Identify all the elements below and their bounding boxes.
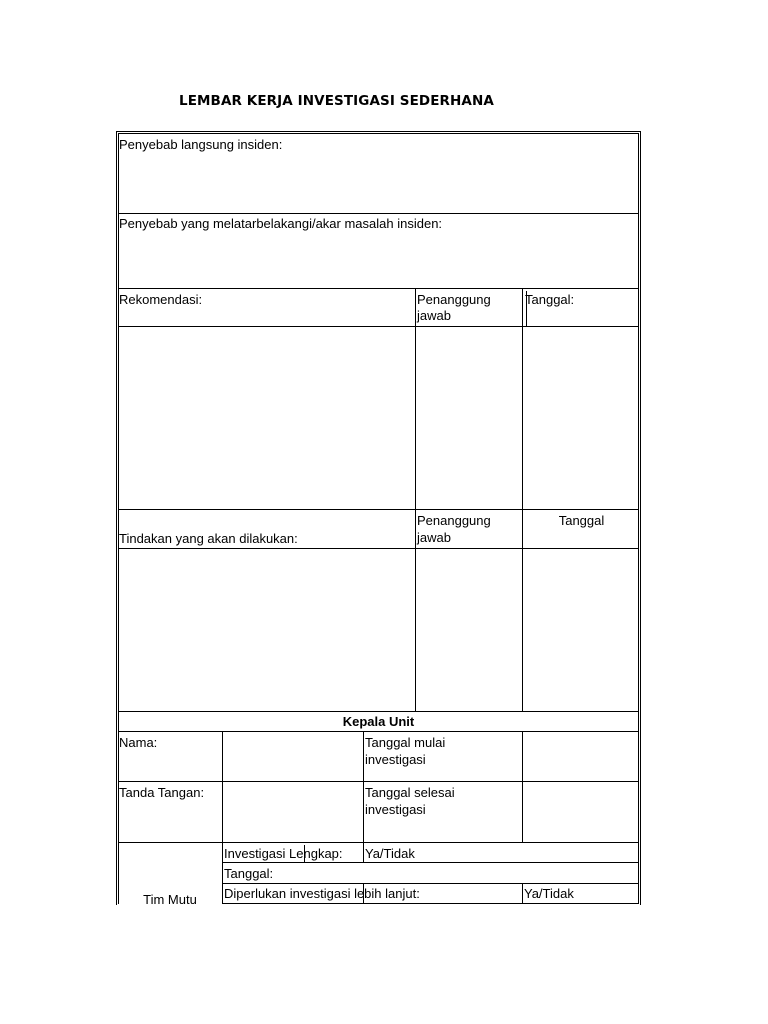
border-left: [116, 131, 117, 905]
penanggung-label: Penanggung: [417, 513, 491, 528]
rule: [222, 883, 639, 884]
border-top: [116, 131, 641, 132]
nama-label: Nama:: [119, 735, 158, 750]
jawab-label: jawab: [417, 530, 451, 545]
tanggal-selesai-label: investigasi: [365, 802, 426, 817]
tindakan-label: Tindakan yang akan dilakukan:: [119, 531, 298, 546]
penyebab-langsung-label: Penyebab langsung insiden:: [119, 137, 283, 152]
rule: [118, 326, 639, 327]
investigation-form: [116, 131, 641, 905]
tanggal-selesai-label: Tanggal selesai: [365, 785, 455, 800]
col-rule: [415, 288, 416, 711]
penyebab-akar-label: Penyebab yang melatarbelakangi/akar masalah insiden:: [119, 216, 443, 231]
border-right: [640, 131, 641, 905]
tanggal-tim-label: Tanggal:: [224, 866, 274, 881]
jawab-label: jawab: [417, 308, 451, 323]
tanggal-mulai-label: investigasi: [365, 752, 426, 767]
rule: [118, 731, 639, 732]
tanggal-label: Tanggal:: [525, 292, 575, 307]
col-rule: [522, 883, 523, 904]
rule: [118, 548, 639, 549]
rule: [118, 711, 639, 712]
ya-tidak-option: Ya/Tidak: [365, 846, 415, 861]
diperlukan-label: Diperlukan investigasi lebih lanjut:: [224, 886, 420, 901]
page-title: LEMBAR KERJA INVESTIGASI SEDERHANA: [179, 93, 494, 109]
tanggal-label: Tanggal: [558, 513, 605, 528]
rule: [118, 781, 639, 782]
tim-mutu-label: Tim Mutu: [143, 892, 197, 907]
rule: [118, 842, 639, 843]
penanggung-label: Penanggung: [417, 292, 491, 307]
col-rule: [522, 288, 523, 711]
rule: [222, 862, 639, 863]
tanggal-mulai-label: Tanggal mulai: [365, 735, 446, 750]
rule: [118, 213, 639, 214]
rekomendasi-label: Rekomendasi:: [119, 292, 203, 307]
kepala-unit-heading: Kepala Unit: [342, 714, 415, 729]
col-rule: [522, 731, 523, 842]
rule: [222, 903, 639, 904]
col-rule: [222, 731, 223, 904]
investigasi-lengkap-label: Investigasi Lengkap:: [224, 846, 343, 861]
rule: [118, 509, 639, 510]
border-top-inner: [118, 133, 639, 134]
ya-tidak-option: Ya/Tidak: [524, 886, 574, 901]
tanda-tangan-label: Tanda Tangan:: [119, 785, 205, 800]
col-rule: [363, 731, 364, 863]
rule: [118, 288, 639, 289]
